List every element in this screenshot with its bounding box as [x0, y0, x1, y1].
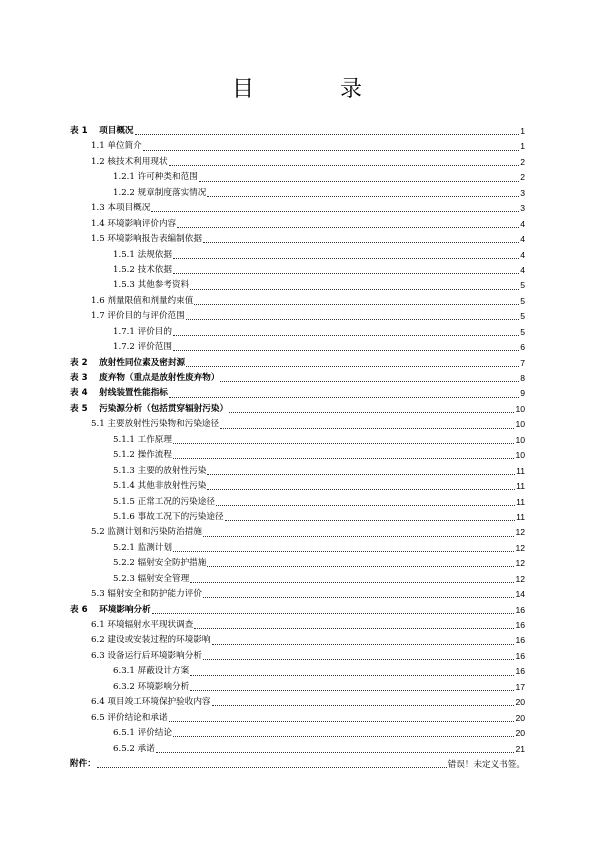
toc-entry[interactable] [70, 757, 525, 772]
toc-entry-label: 5.1.3 主要的放射性污染 [113, 465, 207, 476]
toc-entry-page-number: 10 [515, 419, 525, 430]
toc-entry-page-number: 20 [515, 697, 525, 708]
toc-leader-dots [207, 479, 515, 494]
toc-entry[interactable] [70, 263, 525, 278]
toc-entry[interactable] [70, 556, 525, 571]
toc-leader-dots [143, 140, 519, 155]
toc-entry-label: 表 5 污染源分析（包括贯穿辐射污染） [70, 403, 229, 414]
toc-entry[interactable] [70, 139, 525, 154]
toc-entry-page-number: 12 [515, 558, 525, 569]
toc-leader-dots [152, 603, 515, 618]
toc-entry-label: 5.1 主要放射性污染物和污染途径 [91, 419, 220, 430]
toc-leader-dots [203, 526, 515, 541]
toc-entry-label: 1.7 评价目的与评价范围 [91, 311, 185, 322]
toc-entry-label: 5.1.1 工作原理 [113, 434, 172, 445]
toc-entry-label: 6.5 评价结论和承诺 [91, 712, 168, 723]
toc-leader-dots [173, 248, 519, 263]
toc-leader-dots [207, 186, 519, 201]
toc-entry[interactable] [70, 541, 525, 556]
toc-entry-label: 5.2.1 监测计划 [113, 542, 172, 553]
toc-entry-page-number: 16 [515, 635, 525, 646]
toc-entry-label: 5.1.6 事故工况下的污染途径 [113, 511, 224, 522]
toc-leader-dots [194, 618, 514, 633]
toc-leader-dots [212, 634, 515, 649]
toc-entry-label: 1.4 环境影响评价内容 [91, 218, 177, 229]
toc-entry[interactable] [70, 633, 525, 648]
toc-entry[interactable] [70, 587, 525, 602]
toc-entry-label: 6.4 项目竣工环境保护验收内容 [91, 697, 211, 708]
toc-entry[interactable] [70, 572, 525, 587]
toc-entry-page-number: 20 [515, 728, 525, 739]
toc-entry-label: 表 1 项目概况 [70, 126, 134, 136]
toc-entry[interactable] [70, 155, 525, 170]
toc-entry-page-number: 10 [515, 450, 525, 461]
toc-entry-page-number: 5 [520, 311, 525, 322]
toc-entry-label: 6.5.2 承诺 [113, 743, 155, 754]
toc-entry-page-number: 5 [520, 295, 525, 306]
toc-leader-dots [173, 448, 514, 463]
toc-entry[interactable] [70, 170, 525, 185]
toc-entry[interactable] [70, 525, 525, 540]
toc-entry-page-number: 14 [515, 589, 525, 600]
toc-entry-label: 1.5.1 法规依据 [113, 249, 172, 260]
toc-leader-dots [203, 649, 515, 664]
toc-entry-page-number: 11 [516, 496, 525, 507]
toc-entry-label: 1.7.2 评价范围 [113, 342, 172, 353]
toc-entry[interactable] [70, 232, 525, 247]
toc-title-part1: 目 [232, 77, 255, 102]
toc-entry[interactable] [70, 695, 525, 710]
toc-entry[interactable] [70, 479, 525, 494]
toc-entry-label: 1.7.1 评价目的 [113, 326, 172, 337]
toc-entry-label: 5.2 监测计划和污染防治措施 [91, 527, 202, 538]
toc-entry[interactable] [70, 510, 525, 525]
toc-entry-page-number: 12 [515, 527, 525, 538]
toc-entry[interactable] [70, 278, 525, 293]
toc-title-part2: 录 [340, 77, 363, 102]
toc-entry-page-number: 1 [520, 126, 525, 136]
toc-leader-dots [207, 556, 514, 571]
toc-entry-label: 表 2 放射性同位素及密封源 [70, 357, 186, 368]
toc-entry-page-number: 5 [520, 326, 525, 337]
toc-leader-dots [190, 279, 519, 294]
toc-leader-dots [212, 695, 515, 710]
table-of-contents [70, 124, 525, 772]
toc-entry[interactable] [70, 309, 525, 324]
toc-entry-page-number: 4 [520, 234, 525, 245]
toc-entry[interactable] [70, 433, 525, 448]
toc-entry-page-number: 16 [515, 604, 525, 615]
toc-entry[interactable] [70, 124, 525, 139]
toc-leader-dots [199, 171, 519, 186]
toc-entry[interactable] [70, 186, 525, 201]
toc-leader-dots [173, 325, 519, 340]
toc-entry[interactable] [70, 201, 525, 216]
toc-entry-page-number: 3 [520, 203, 525, 214]
toc-entry-label: 6.5.1 评价结论 [113, 728, 172, 739]
toc-entry-page-number: 16 [515, 620, 525, 630]
toc-leader-dots [186, 309, 519, 324]
toc-entry-page-number: 21 [515, 743, 525, 754]
toc-entry-page-number: 错误！未定义书签。 [447, 758, 525, 769]
toc-entry-label: 1.5.3 其他参考资料 [113, 280, 190, 291]
toc-entry-page-number: 7 [520, 357, 525, 368]
toc-leader-dots [225, 510, 516, 525]
toc-entry-label: 1.2.1 许可种类和范围 [113, 172, 198, 183]
toc-entry-page-number: 16 [515, 666, 525, 677]
toc-entry-label: 1.2 核技术利用现状 [91, 156, 168, 167]
toc-leader-dots [190, 680, 514, 695]
toc-entry-label: 附件： [70, 758, 96, 769]
toc-entry-label: 6.3 设备运行后环境影响分析 [91, 650, 202, 661]
toc-entry[interactable] [70, 356, 525, 371]
toc-leader-dots [194, 294, 519, 309]
toc-entry-label: 5.2.3 辐射安全管理 [113, 573, 190, 584]
toc-leader-dots [177, 217, 519, 232]
toc-entry[interactable] [70, 217, 525, 232]
toc-leader-dots [229, 402, 514, 417]
toc-entry[interactable] [70, 402, 525, 417]
toc-entry[interactable] [70, 417, 525, 432]
toc-entry-label: 5.1.5 正常工况的污染途径 [113, 496, 215, 507]
toc-leader-dots [207, 464, 515, 479]
toc-leader-dots [203, 587, 515, 602]
toc-entry-label: 表 3 废弃物（重点是放射性废弃物） [70, 373, 220, 383]
toc-leader-dots [173, 263, 519, 278]
toc-entry[interactable] [70, 726, 525, 741]
toc-entry-page-number: 11 [516, 511, 525, 522]
toc-entry-label: 1.2.2 规章制度落实情况 [113, 187, 207, 198]
toc-leader-dots [220, 418, 514, 433]
toc-leader-dots [190, 572, 514, 587]
toc-entry[interactable] [70, 464, 525, 479]
toc-entry[interactable] [70, 248, 525, 263]
toc-entry-page-number: 17 [515, 681, 525, 692]
toc-leader-dots [173, 726, 514, 741]
toc-entry-label: 6.1 环境辐射水平现状调查 [91, 620, 194, 630]
toc-entry[interactable] [70, 325, 525, 340]
toc-entry[interactable] [70, 649, 525, 664]
toc-leader-dots [156, 742, 515, 757]
toc-entry-page-number: 16 [515, 650, 525, 661]
toc-entry[interactable] [70, 711, 525, 726]
toc-entry-page-number: 6 [520, 342, 525, 353]
toc-leader-dots [203, 232, 519, 247]
toc-leader-dots [173, 433, 514, 448]
toc-entry-page-number: 9 [520, 388, 525, 399]
toc-entry[interactable] [70, 294, 525, 309]
toc-entry-page-number: 1 [520, 141, 525, 152]
toc-leader-dots [169, 155, 520, 170]
toc-entry-page-number: 12 [515, 542, 525, 553]
toc-entry-label: 5.3 辐射安全和防护能力评价 [91, 589, 202, 600]
toc-leader-dots [220, 371, 519, 386]
toc-entry-page-number: 4 [520, 218, 525, 229]
toc-entry-label: 1.1 单位简介 [91, 141, 142, 152]
toc-entry-label: 1.6 剂量限值和剂量约束值 [91, 295, 194, 306]
toc-title [0, 72, 595, 102]
toc-entry-page-number: 10 [515, 403, 525, 414]
toc-entry-label: 5.1.4 其他非放射性污染 [113, 481, 207, 492]
toc-entry[interactable] [70, 371, 525, 386]
toc-entry-label: 6.3.1 屏蔽设计方案 [113, 666, 190, 677]
toc-leader-dots [169, 387, 519, 402]
toc-entry-label: 1.5.2 技术依据 [113, 264, 172, 275]
toc-leader-dots [190, 665, 514, 680]
toc-entry[interactable] [70, 742, 525, 757]
toc-entry-page-number: 4 [520, 264, 525, 275]
toc-entry-page-number: 4 [520, 249, 525, 260]
toc-leader-dots [186, 356, 519, 371]
toc-entry-page-number: 8 [520, 373, 525, 383]
toc-entry-label: 1.3 本项目概况 [91, 203, 151, 214]
toc-entry[interactable] [70, 386, 525, 401]
toc-entry-page-number: 11 [516, 465, 525, 476]
toc-entry-label: 6.2 建设或安装过程的环境影响 [91, 635, 211, 646]
toc-leader-dots [135, 124, 520, 139]
toc-entry-label: 5.1.2 操作流程 [113, 450, 172, 461]
toc-entry-label: 5.2.2 辐射安全防护措施 [113, 558, 207, 569]
toc-entry[interactable] [70, 680, 525, 695]
toc-entry-page-number: 2 [520, 172, 525, 183]
toc-entry-label: 1.5 环境影响报告表编制依据 [91, 234, 202, 245]
toc-entry-page-number: 10 [515, 434, 525, 445]
toc-entry-label: 表 4 射线装置性能指标 [70, 388, 168, 399]
toc-entry-page-number: 11 [516, 481, 525, 492]
toc-entry-page-number: 20 [515, 712, 525, 723]
toc-leader-dots [97, 757, 447, 772]
toc-entry[interactable] [70, 618, 525, 633]
toc-entry[interactable] [70, 448, 525, 463]
toc-entry[interactable] [70, 495, 525, 510]
toc-entry[interactable] [70, 603, 525, 618]
toc-leader-dots [173, 340, 519, 355]
toc-entry-label: 6.3.2 环境影响分析 [113, 681, 190, 692]
toc-leader-dots [169, 711, 515, 726]
toc-leader-dots [216, 495, 515, 510]
toc-entry-page-number: 5 [520, 280, 525, 291]
toc-entry-page-number: 2 [520, 156, 525, 167]
toc-entry-page-number: 3 [520, 187, 525, 198]
toc-leader-dots [151, 201, 519, 216]
toc-entry-label: 表 6 环境影响分析 [70, 604, 151, 615]
toc-entry[interactable] [70, 340, 525, 355]
toc-entry[interactable] [70, 664, 525, 679]
toc-entry-page-number: 12 [515, 573, 525, 584]
toc-leader-dots [173, 541, 514, 556]
